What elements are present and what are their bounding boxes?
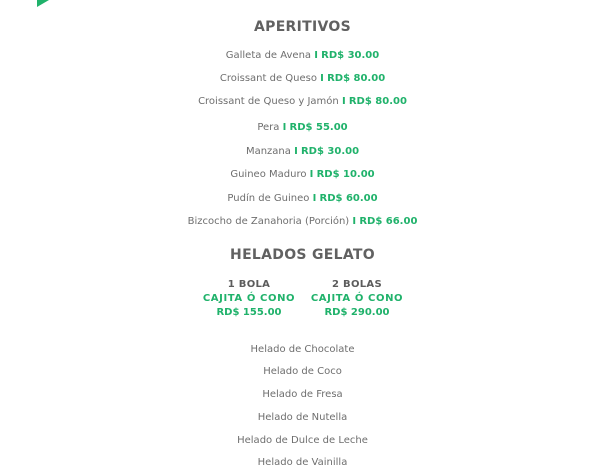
flavor-item: Helado de Coco bbox=[263, 366, 342, 377]
item-separator: I bbox=[341, 96, 346, 107]
item-name: Croissant de Queso bbox=[219, 73, 317, 84]
flavor-item: Helado de Vainilla bbox=[257, 457, 348, 468]
menu-item bbox=[0, 216, 605, 227]
menu-item bbox=[0, 122, 605, 133]
menu-item bbox=[0, 50, 605, 61]
menu-item bbox=[0, 193, 605, 204]
flavor-item: Helado de Dulce de Leche bbox=[237, 435, 368, 446]
option-price: RD$ 155.00 bbox=[216, 307, 282, 318]
menu-item bbox=[0, 169, 605, 180]
item-price: RD$ 60.00 bbox=[319, 193, 378, 204]
aperitivos-heading: APERITIVOS bbox=[254, 19, 351, 35]
item-separator: I bbox=[314, 50, 318, 61]
item-name: Pudín de Guineo bbox=[227, 193, 310, 204]
item-separator: I bbox=[282, 122, 287, 133]
flavor-item: Helado de Nutella bbox=[257, 412, 348, 423]
item-separator: I bbox=[352, 216, 357, 227]
item-price: RD$ 55.00 bbox=[289, 122, 348, 133]
item-name: Pera bbox=[257, 122, 280, 133]
item-price: RD$ 30.00 bbox=[300, 146, 360, 157]
menu-item bbox=[0, 96, 605, 107]
option-price: RD$ 290.00 bbox=[324, 307, 390, 318]
item-name: Croissant de Queso y Jamón bbox=[198, 96, 339, 107]
item-separator: I bbox=[294, 146, 298, 157]
item-separator: I bbox=[309, 169, 314, 180]
item-price: RD$ 30.00 bbox=[321, 50, 380, 61]
item-separator: I bbox=[320, 73, 324, 84]
option-container: CAJITA Ó CONO bbox=[310, 293, 404, 304]
item-name: Bizcocho de Zanahoria (Porción) bbox=[187, 216, 350, 227]
helados-heading: HELADOS GELATO bbox=[230, 247, 375, 263]
item-price: RD$ 80.00 bbox=[327, 73, 386, 84]
item-price: RD$ 10.00 bbox=[316, 169, 375, 180]
item-price: RD$ 80.00 bbox=[348, 96, 407, 107]
menu-item bbox=[0, 73, 605, 84]
option-label: 2 BOLAS bbox=[332, 279, 382, 290]
option-label: 1 BOLA bbox=[227, 279, 271, 290]
size-option-2-bolas bbox=[297, 279, 417, 318]
item-separator: I bbox=[312, 193, 317, 204]
item-name: Guineo Maduro bbox=[230, 169, 307, 180]
size-option-1-bola bbox=[189, 279, 309, 318]
flavor-item: Helado de Fresa bbox=[262, 389, 343, 400]
option-container: CAJITA Ó CONO bbox=[202, 293, 296, 304]
corner-accent-icon bbox=[37, 0, 49, 7]
item-name: Galleta de Avena bbox=[225, 50, 312, 61]
item-price: RD$ 66.00 bbox=[359, 216, 418, 227]
flavor-item: Helado de Chocolate bbox=[250, 344, 355, 355]
item-name: Manzana bbox=[245, 146, 291, 157]
menu-item bbox=[0, 146, 605, 157]
